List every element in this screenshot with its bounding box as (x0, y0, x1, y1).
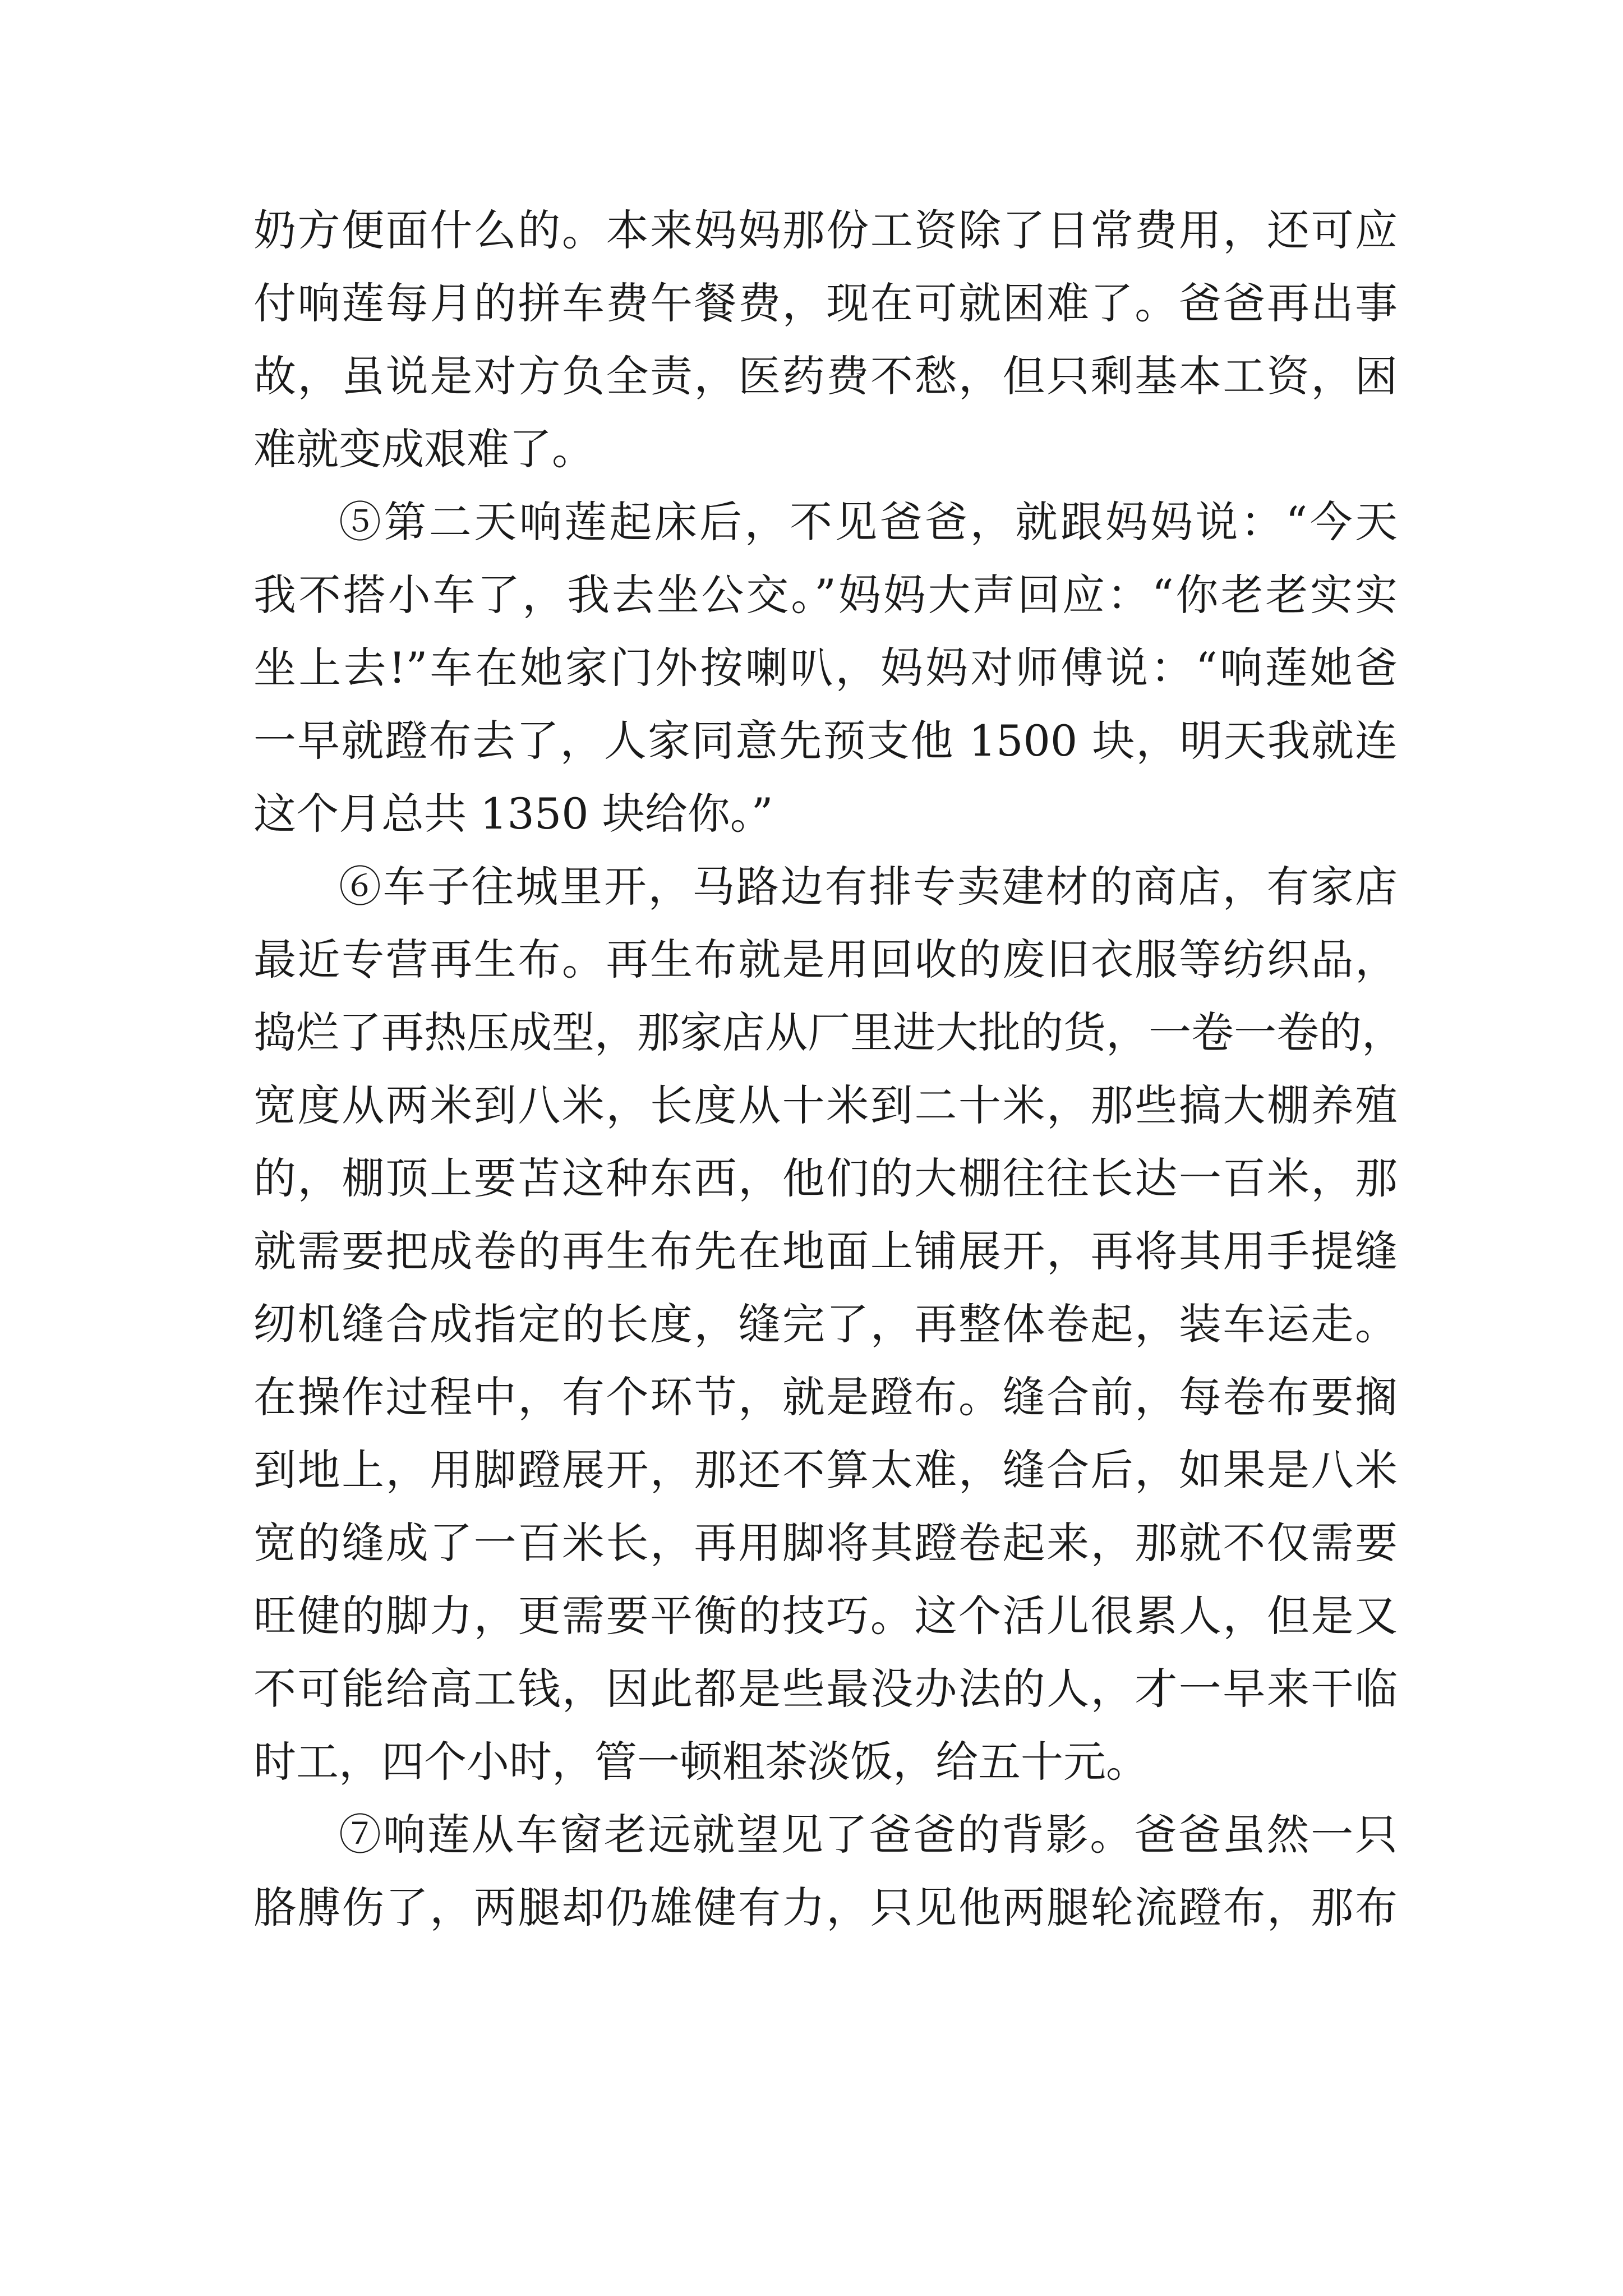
text-line: 就需要把成卷的再生布先在地面上铺展开，再将其用手提缝 (253, 1226, 1398, 1276)
paragraph-4-continued (253, 194, 1398, 486)
text-line: 这个月总共 1350 块给你。” (253, 789, 773, 839)
text-line: 纫机缝合成指定的长度，缝完了，再整体卷起，装车运走。 (253, 1299, 1398, 1349)
text-line: 宽的缝成了一百米长，再用脚将其蹬卷起来，那就不仅需要 (253, 1518, 1398, 1568)
paragraph-6 (253, 850, 1404, 1798)
paragraph-5 (253, 486, 1398, 850)
paragraph-7 (253, 1798, 1398, 1944)
text-line: 到地上，用脚蹬展开，那还不算太难，缝合后，如果是八米 (253, 1445, 1398, 1495)
text-line: 坐上去!”车在她家门外按喇叭，妈妈对师傅说：“响莲她爸 (253, 643, 1398, 693)
text-line: 时工，四个小时，管一顿粗茶淡饭，给五十元。 (253, 1737, 1149, 1787)
text-line: 旺健的脚力，更需要平衡的技巧。这个活儿很累人，但是又 (253, 1591, 1398, 1641)
text-line: ⑥车子往城里开，马路边有排专卖建材的商店，有家店 (339, 862, 1398, 912)
text-line: 胳膊伤了，两腿却仍雄健有力，只见他两腿轮流蹬布，那布 (253, 1883, 1398, 1932)
text-line: 故，虽说是对方负全责，医药费不愁，但只剩基本工资，困 (253, 351, 1398, 401)
text-line: 捣烂了再热压成型，那家店从厂里进大批的货，一卷一卷的， (253, 1007, 1404, 1057)
text-line: 我不搭小车了，我去坐公交。”妈妈大声回应：“你老老实实 (253, 570, 1398, 620)
text-line: 一早就蹬布去了，人家同意先预支他 1500 块，明天我就连 (253, 716, 1398, 766)
text-line: 奶方便面什么的。本来妈妈那份工资除了日常费用，还可应 (253, 205, 1398, 255)
text-line: ⑦响莲从车窗老远就望见了爸爸的背影。爸爸虽然一只 (339, 1810, 1398, 1860)
text-line: 宽度从两米到八米，长度从十米到二十米，那些搞大棚养殖 (253, 1080, 1398, 1130)
text-line: 的，棚顶上要苫这种东西，他们的大棚往往长达一百米，那 (253, 1153, 1398, 1203)
text-line: ⑤第二天响莲起床后，不见爸爸，就跟妈妈说：“今天 (339, 497, 1398, 547)
body-text (253, 194, 1404, 1944)
text-line: 付响莲每月的拼车费午餐费，现在可就困难了。爸爸再出事 (253, 278, 1398, 328)
text-line: 最近专营再生布。再生布就是用回收的废旧衣服等纺织品， (253, 935, 1398, 984)
text-line: 在操作过程中，有个环节，就是蹬布。缝合前，每卷布要搁 (253, 1372, 1398, 1422)
text-line: 难就变成艰难了。 (253, 424, 594, 474)
text-line: 不可能给高工钱，因此都是些最没办法的人，才一早来干临 (253, 1664, 1398, 1714)
